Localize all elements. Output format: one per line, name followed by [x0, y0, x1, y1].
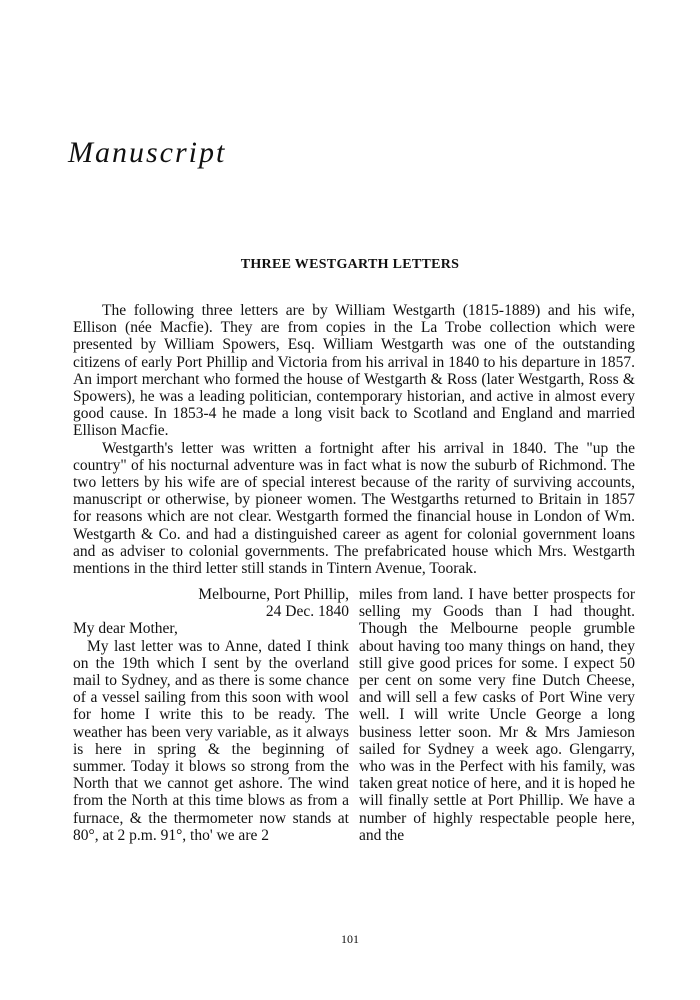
letter-date: 24 Dec. 1840 [265, 603, 349, 621]
article-title: THREE WESTGARTH LETTERS [240, 257, 460, 272]
page-number: 101 [341, 932, 359, 946]
letter-column-right [359, 586, 635, 844]
letter-place: Melbourne, Port Phillip, [198, 586, 349, 603]
letter-dateline [73, 586, 349, 620]
letter-salutation: My dear Mother, [73, 620, 178, 638]
letter-column-left [73, 586, 349, 844]
introduction [73, 302, 635, 577]
intro-paragraph: Westgarth's letter was written a fortnight after his arrival in 1840. The "up the country" of his nocturnal adventure was in fact what is now the suburb of Richmond. The two letters by his wife are of special interest because of the rarity of surviving accounts, manuscript or otherwise, by pioneer women. The Westgarths returned to Britain in 1857 for reasons which are not clear. Westgarth formed the financial house in London of Wm. Westgarth & Co. and had a distinguished career as agent for colonial government loans and as adviser to colonial governments. The prefabricated house which Mrs. Westgarth mentions in the third letter still stands in Tintern Avenue, Toorak. [73, 439, 635, 578]
intro-paragraph: The following three letters are by William Westgarth (1815-1889) and his wife, Ellison (née Macfie). They are from copies in the La Trobe collection which were presented by William Spowers, Esq. William Westgarth was one of the outstanding citizens of early Port Phillip and Victoria from his arrival in 1840 to his departure in 1857. An import merchant who formed the house of Westgarth & Ross (later Westgarth, Ross & Spowers), he was a leading politician, contemporary historian, and active in almost every good cause. In 1853-4 he made a long visit back to Scotland and England and married Ellison Macfie. [73, 302, 635, 440]
section-title: Manuscript [68, 136, 227, 169]
letter-body-right: miles from land. I have better prospects for selling my Goods than I had thought. Though the Melbourne people grumble about having too many things on hand, they still give good prices for some. I expect 50 per cent on some very fine Dutch Cheese, and will sell a few casks of Port Wine very well. I will write Uncle George a long business letter soon. Mr & Mrs Jamieson sailed for Sydney a week ago. Glengarry, who was in the Perfect with his family, was taken great notice of here, and it is hoped he will finally settle at Port Phillip. We have a number of highly respectable people here, and the [359, 586, 635, 844]
letter-body-left: My last letter was to Anne, dated I think on the 19th which I sent by the overland mail to Sydney, and as there is some chance of a vessel sailing from this soon with wool for home I write this to be ready. The weather has been very variable, as it always is here in spring & the beginning of summer. Today it blows so strong from the North that we cannot get ashore. The wind from the North at this time blows as from a furnace, & the thermometer now stands at 80°, at 2 p.m. 91°, tho' we are 2 [73, 637, 349, 844]
